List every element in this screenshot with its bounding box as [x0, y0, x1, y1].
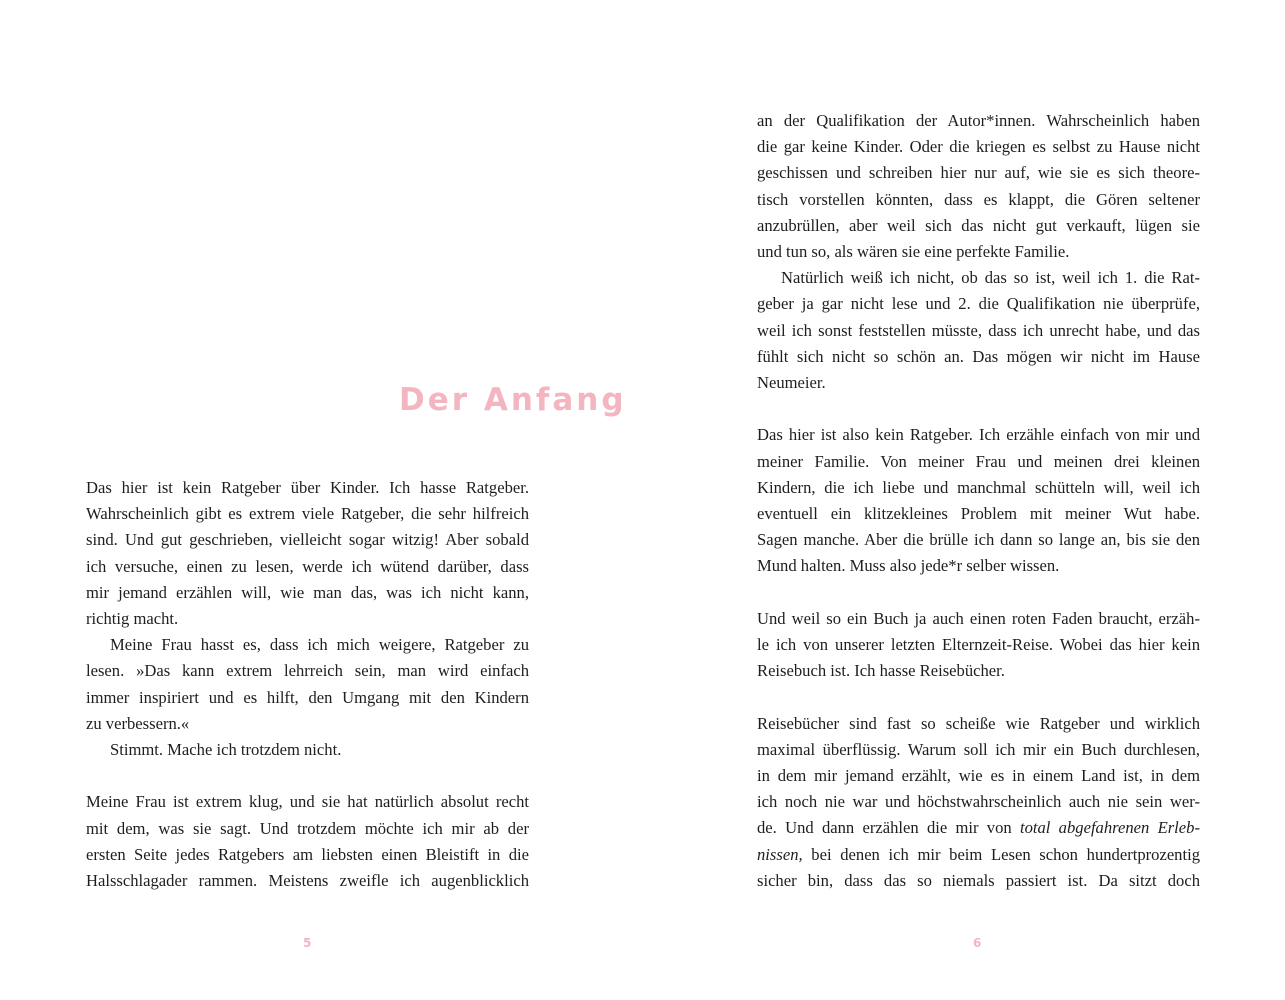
- text-line: Natürlich weiß ich nicht, ob das so ist, weil ich 1. die Rat-: [781, 268, 1200, 288]
- text-line: [757, 684, 1200, 710]
- text-line: ich noch nie war und höchstwahrscheinlich auch nie sein wer-: [757, 792, 1200, 812]
- text-line: in dem mir jemand erzählt, wie es in einem Land ist, in dem: [757, 766, 1200, 786]
- text-line: Mund halten. Muss also jede*r selber wissen.: [757, 556, 1060, 576]
- text-line: nissen, bei denen ich mir beim Lesen schon hundertprozentig: [757, 844, 1200, 864]
- right-page-body: [757, 108, 1200, 894]
- page-number-left: 5: [303, 936, 312, 950]
- text-line: ersten Seite jedes Ratgebers am liebsten einen Bleistift in die: [86, 844, 529, 864]
- text-line: Und weil so ein Buch ja auch einen roten Faden braucht, erzäh-: [757, 608, 1200, 628]
- text-line: und tun so, als wären sie eine perfekte Familie.: [757, 242, 1070, 262]
- text-line: an der Qualifikation der Autor*innen. Wahrscheinlich haben: [757, 111, 1200, 130]
- text-line: Sagen manche. Aber die brülle ich dann so lange an, bis sie den: [757, 530, 1200, 550]
- text-line: mit dem, was sie sagt. Und trotzdem möchte ich mir ab der: [86, 818, 529, 838]
- text-line: fühlt sich nicht so schön an. Das mögen wir nicht im Hause: [757, 346, 1200, 366]
- text-line: [757, 396, 1200, 422]
- text-line: Reisebuch ist. Ich hasse Reisebücher.: [757, 661, 1005, 681]
- left-page-body: [86, 475, 529, 894]
- text-line: sind. Und gut geschrieben, vielleicht sogar witzig! Aber sobald: [86, 530, 529, 550]
- text-line: ich versuche, einen zu lesen, werde ich wütend darüber, dass: [86, 556, 529, 576]
- text-line: Meine Frau ist extrem klug, und sie hat natürlich absolut recht: [86, 792, 529, 812]
- page-number-right: 6: [973, 936, 982, 950]
- chapter-title-text: Der Anfang: [399, 382, 627, 418]
- text-line: de. Und dann erzählen die mir von total abgefahrenen Erleb-: [757, 818, 1200, 838]
- text-line: die gar keine Kinder. Oder die kriegen es selbst zu Hause nicht: [757, 137, 1200, 157]
- text-line: Das hier ist kein Ratgeber über Kinder. Ich hasse Ratgeber.: [86, 478, 529, 497]
- text-line: Stimmt. Mache ich trotzdem nicht.: [110, 740, 342, 760]
- text-line: Kindern, die ich liebe und manchmal schütteln will, weil ich: [757, 477, 1200, 497]
- text-line: immer inspiriert und es hilft, den Umgang mit den Kindern: [86, 687, 529, 707]
- text-line: maximal überflüssig. Warum soll ich mir ein Buch durchlesen,: [757, 739, 1200, 759]
- text-line: Neumeier.: [757, 373, 826, 393]
- text-line: eventuell ein klitzekleines Problem mit meiner Wut habe.: [757, 504, 1200, 524]
- text-line: richtig macht.: [86, 609, 179, 629]
- text-line: Das hier ist also kein Ratgeber. Ich erzähle einfach von mir und: [757, 425, 1200, 445]
- text-line: anzubrüllen, aber weil sich das nicht gut verkauft, lügen sie: [757, 215, 1200, 235]
- text-line: Meine Frau hasst es, dass ich mich weigere, Ratgeber zu: [110, 635, 529, 655]
- text-line: tisch vorstellen könnten, dass es klappt, die Gören seltener: [757, 189, 1200, 209]
- right-page: [642, 0, 1285, 1000]
- text-line: sicher bin, dass das so niemals passiert ist. Da sitzt doch: [757, 870, 1200, 890]
- left-page: [0, 0, 642, 1000]
- text-line: geber ja gar nicht lese und 2. die Qualifikation nie überprüfe,: [757, 294, 1200, 314]
- text-line: mir jemand erzählen will, wie man das, was ich nicht kann,: [86, 582, 529, 602]
- text-line: zu verbessern.«: [86, 713, 190, 733]
- text-line: le ich von unserer letzten Elternzeit-Reise. Wobei das hier kein: [757, 635, 1200, 655]
- text-line: weil ich sonst feststellen müsste, dass ich unrecht habe, und das: [757, 320, 1200, 340]
- text-line: Wahrscheinlich gibt es extrem viele Ratgeber, die sehr hilfreich: [86, 504, 529, 524]
- text-line: meiner Familie. Von meiner Frau und meinen drei kleinen: [757, 451, 1200, 471]
- text-line: [757, 580, 1200, 606]
- text-line: Reisebücher sind fast so scheiße wie Ratgeber und wirklich: [757, 713, 1200, 733]
- text-line: lesen. »Das kann extrem lehrreich sein, man wird einfach: [86, 661, 529, 681]
- text-line: geschissen und schreiben hier nur auf, wie sie es sich theore-: [757, 163, 1200, 183]
- text-line: [86, 763, 529, 789]
- text-line: Halsschlagader rammen. Meistens zweifle ich augenblicklich: [86, 871, 529, 891]
